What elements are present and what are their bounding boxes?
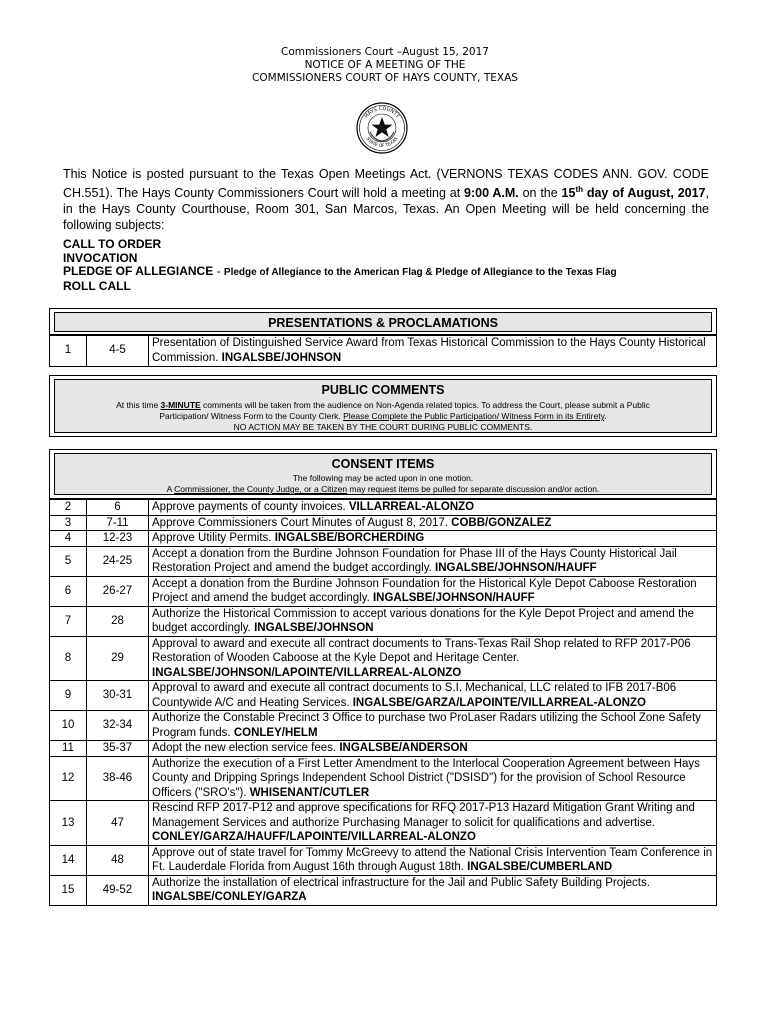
consent-header-box [49, 449, 717, 499]
item-number: 9 [50, 681, 87, 711]
seal-bottom-text: STATE OF TEXAS [364, 136, 400, 150]
item-pages: 24-25 [87, 546, 149, 576]
item-number: 8 [50, 636, 87, 681]
item-pages: 48 [87, 845, 149, 875]
public-comments-line2: Participation/ Witness Form to the County Clerk. Please Complete the Public Participation/ Witness Form in its Entirety. [159, 411, 607, 421]
consent-note2: A Commissioner, the County Judge, or a Citizen may request items be pulled for separate discussion and/or action. [166, 484, 600, 494]
item-description: Approval to award and execute all contract documents to Trans-Texas Rail Shop related to RFP 2017-P06 Restoration of Wooden Caboose at the Kyle Depot and Heritage Center. INGALSBE/JOHNSON/LAPOINTE/VILLARREAL-ALONZO [149, 636, 717, 681]
item-pages: 12-23 [87, 531, 149, 547]
invocation: INVOCATION [63, 250, 138, 265]
meeting-day-suffix: th [575, 185, 584, 194]
item-description: Approval to award and execute all contract documents to S.I. Mechanical, LLC related to IFB 2017-B06 Countywide A/C and Heating Services. INGALSBE/GARZA/LAPOINTE/VILLARREAL-ALONZO [149, 681, 717, 711]
intro-part3: , in the Hays County Courthouse, Room 301, San Marcos, Texas. An Open Meeting will be held concerning the following subjects: [63, 186, 709, 233]
county-seal-icon [356, 102, 408, 154]
item-pages: 6 [87, 500, 149, 516]
item-description: Authorize the execution of a First Letter Amendment to the Interlocal Cooperation Agreement between Hays County and Dripping Springs Independent School District ("DSISD") for the provision of School Resource Officers ("SRO's"). WHISENANT/CUTLER [149, 756, 717, 801]
item-number: 11 [50, 741, 87, 757]
item-description: Approve Commissioners Court Minutes of August 8, 2017. COBB/GONZALEZ [149, 515, 717, 531]
item-description: Accept a donation from the Burdine Johnson Foundation for Phase III of the Hays County Historical Jail Restoration Project and amend the budget accordingly. INGALSBE/JOHNSON/HAUFF [149, 546, 717, 576]
item-number: 1 [50, 335, 87, 367]
intro-part2: on the [518, 186, 562, 201]
item-number: 12 [50, 756, 87, 801]
public-comments-box [49, 375, 717, 437]
table-row [50, 335, 717, 367]
consent-header-inner [54, 453, 712, 495]
pledge-detail: Pledge of Allegiance to the American Flag & Pledge of Allegiance to the Texas Flag [223, 267, 617, 278]
item-description: Authorize the Constable Precinct 3 Office to purchase two ProLaser Radars utilizing the School Zone Safety Program funds. CONLEY/HELM [149, 711, 717, 741]
intro-part1: This Notice is posted pursuant to the Texas Open Meetings Act. (VERNONS TEXAS CODES ANN. GOV. CODE CH.551). The Hays County Commissioners Court will hold a meeting at [63, 167, 709, 201]
item-number: 7 [50, 606, 87, 636]
consent-title: CONSENT ITEMS [331, 457, 435, 471]
court-title: COMMISSIONERS COURT OF HAYS COUNTY, TEXAS [252, 72, 518, 84]
table-row [50, 711, 717, 741]
table-row [50, 845, 717, 875]
item-description: Approve out of state travel for Tommy McGreevy to attend the National Crisis Intervention Team Conference in Ft. Lauderdale Florida from August 16th through August 18th. INGALSBE/CUMBERLAND [149, 845, 717, 875]
item-pages: 38-46 [87, 756, 149, 801]
table-row [50, 515, 717, 531]
pledge-separator: - [213, 264, 224, 278]
item-description: Presentation of Distinguished Service Award from Texas Historical Commission to the Hays County Historical Commission. INGALSBE/JOHNSON [149, 335, 717, 367]
pledge-line [63, 265, 617, 280]
table-row [50, 531, 717, 547]
item-pages: 32-34 [87, 711, 149, 741]
item-pages: 4-5 [87, 335, 149, 367]
item-number: 6 [50, 576, 87, 606]
item-pages: 49-52 [87, 875, 149, 905]
presentations-header-box [49, 308, 717, 336]
item-pages: 26-27 [87, 576, 149, 606]
item-pages: 29 [87, 636, 149, 681]
item-number: 14 [50, 845, 87, 875]
item-number: 4 [50, 531, 87, 547]
table-row [50, 681, 717, 711]
item-number: 5 [50, 546, 87, 576]
roll-call: ROLL CALL [63, 278, 131, 293]
item-description: Approve Utility Permits. INGALSBE/BORCHERDING [149, 531, 717, 547]
pledge-title: PLEDGE OF ALLEGIANCE [63, 264, 214, 278]
seal-top-text: HAYS COUNTY [363, 105, 401, 120]
table-row [50, 636, 717, 681]
item-number: 2 [50, 500, 87, 516]
table-row [50, 875, 717, 905]
table-row [50, 801, 717, 846]
item-number: 3 [50, 515, 87, 531]
presentations-table [49, 334, 717, 367]
table-row [50, 500, 717, 516]
item-description: Authorize the installation of electrical infrastructure for the Jail and Public Safety Building Projects. INGALSBE/CONLEY/GARZA [149, 875, 717, 905]
item-pages: 35-37 [87, 741, 149, 757]
item-description: Rescind RFP 2017-P12 and approve specifications for RFQ 2017-P13 Hazard Mitigation Grant Writing and Management Services and authorize Purchasing Manager to solicit for qualifications and advertise. CONLEY/GARZA/HAUFF/LAPOINTE/VILLARREAL-ALONZO [149, 801, 717, 846]
meeting-time: 9:00 A.M. [464, 186, 519, 201]
item-description: Authorize the Historical Commission to accept various donations for the Kyle Depot Project and amend the budget accordingly. INGALSBE/JOHNSON [149, 606, 717, 636]
meeting-day: 15 [561, 186, 576, 201]
presentations-header-inner [54, 312, 712, 332]
notice-paragraph [63, 166, 709, 233]
call-to-order: CALL TO ORDER [63, 237, 162, 251]
item-number: 10 [50, 711, 87, 741]
item-description: Adopt the new election service fees. INGALSBE/ANDERSON [149, 741, 717, 757]
meeting-date-rest: day of August, 2017 [583, 186, 706, 201]
item-number: 13 [50, 801, 87, 846]
notice-title: NOTICE OF A MEETING OF THE [304, 59, 466, 71]
public-comments-title: PUBLIC COMMENTS [321, 383, 445, 397]
consent-table [49, 499, 717, 906]
public-comments-line3: NO ACTION MAY BE TAKEN BY THE COURT DURING PUBLIC COMMENTS. [233, 422, 533, 432]
item-pages: 47 [87, 801, 149, 846]
agenda-opening [63, 238, 617, 293]
item-description: Approve payments of county invoices. VILLARREAL-ALONZO [149, 500, 717, 516]
item-pages: 28 [87, 606, 149, 636]
table-row [50, 546, 717, 576]
item-pages: 30-31 [87, 681, 149, 711]
consent-note1: The following may be acted upon in one motion. [292, 473, 474, 483]
table-row [50, 741, 717, 757]
table-row [50, 756, 717, 801]
item-number: 15 [50, 875, 87, 905]
presentations-title: PRESENTATIONS & PROCLAMATIONS [268, 316, 498, 330]
public-comments-inner [54, 379, 712, 433]
table-row [50, 606, 717, 636]
public-comments-line1: At this time 3-MINUTE comments will be taken from the audience on Non-Agenda related topics. To address the Court, please submit a Public [116, 400, 650, 410]
item-description: Accept a donation from the Burdine Johnson Foundation for the Historical Kyle Depot Caboose Restoration Project and amend the budget accordingly. INGALSBE/JOHNSON/HAUFF [149, 576, 717, 606]
meeting-date-line: Commissioners Court –August 15, 2017 [281, 46, 489, 58]
item-pages: 7-11 [87, 515, 149, 531]
table-row [50, 576, 717, 606]
